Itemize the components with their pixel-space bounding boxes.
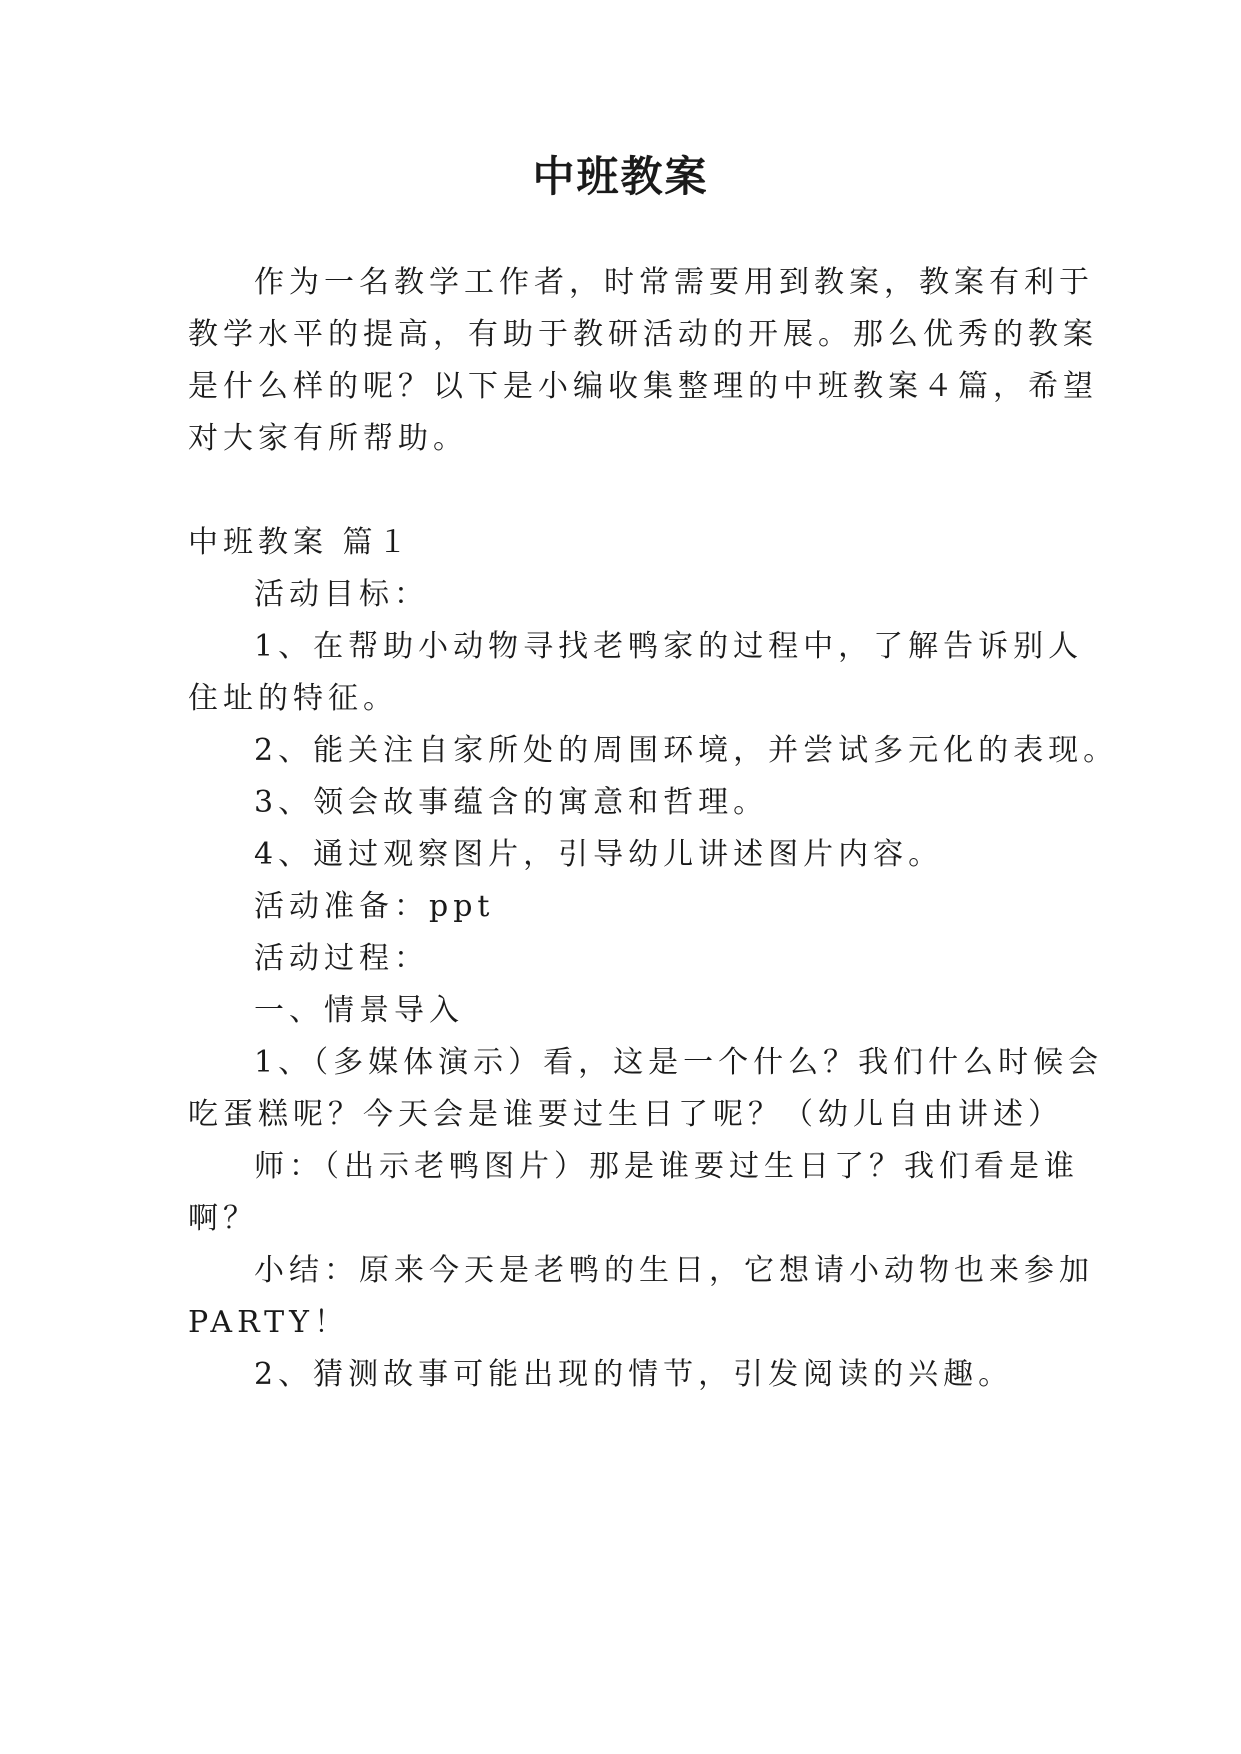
body-line-step-1: 1、（多媒体演示）看，这是一个什么？我们什么时候会 [254, 1045, 1104, 1080]
body-line-teacher-cont: 啊？ [188, 1201, 258, 1236]
document-title: 中班教案 [532, 152, 709, 201]
body-line-step-one: 一、情景导入 [254, 993, 464, 1028]
body-line-goal-1: 1、在帮助小动物寻找老鸭家的过程中，了解告诉别人 [254, 629, 1084, 664]
body-line-summary: 小结：原来今天是老鸭的生日，它想请小动物也来参加 [254, 1253, 1094, 1288]
intro-line-1: 作为一名教学工作者，时常需要用到教案，教案有利于 [254, 265, 1094, 300]
body-line-teacher: 师：（出示老鸭图片）那是谁要过生日了？我们看是谁 [254, 1149, 1079, 1184]
body-line-process: 活动过程： [254, 941, 429, 976]
intro-line-3: 是什么样的呢？以下是小编收集整理的中班教案４篇，希望 [188, 369, 1098, 404]
body-line-step-2: 2、猜测故事可能出现的情节，引发阅读的兴趣。 [254, 1357, 1014, 1392]
body-line-goal-4: 4、通过观察图片，引导幼儿讲述图片内容。 [254, 837, 944, 872]
body-line-step-1-cont: 吃蛋糕呢？今天会是谁要过生日了呢？（幼儿自由讲述） [188, 1097, 1063, 1132]
intro-line-4: 对大家有所帮助。 [188, 421, 468, 456]
body-line-summary-cont: PARTY！ [188, 1305, 349, 1340]
body-line-goal-2: 2、能关注自家所处的周围环境，并尝试多元化的表现。 [254, 733, 1119, 768]
intro-line-2: 教学水平的提高，有助于教研活动的开展。那么优秀的教案 [188, 317, 1098, 352]
body-line-activity-goals: 活动目标： [254, 577, 429, 612]
body-line-goal-3: 3、领会故事蕴含的寓意和哲理。 [254, 785, 769, 820]
section-heading: 中班教案 篇１ [188, 525, 413, 560]
body-line-preparation: 活动准备：ppt [254, 889, 495, 924]
body-line-goal-1-cont: 住址的特征。 [188, 681, 398, 716]
